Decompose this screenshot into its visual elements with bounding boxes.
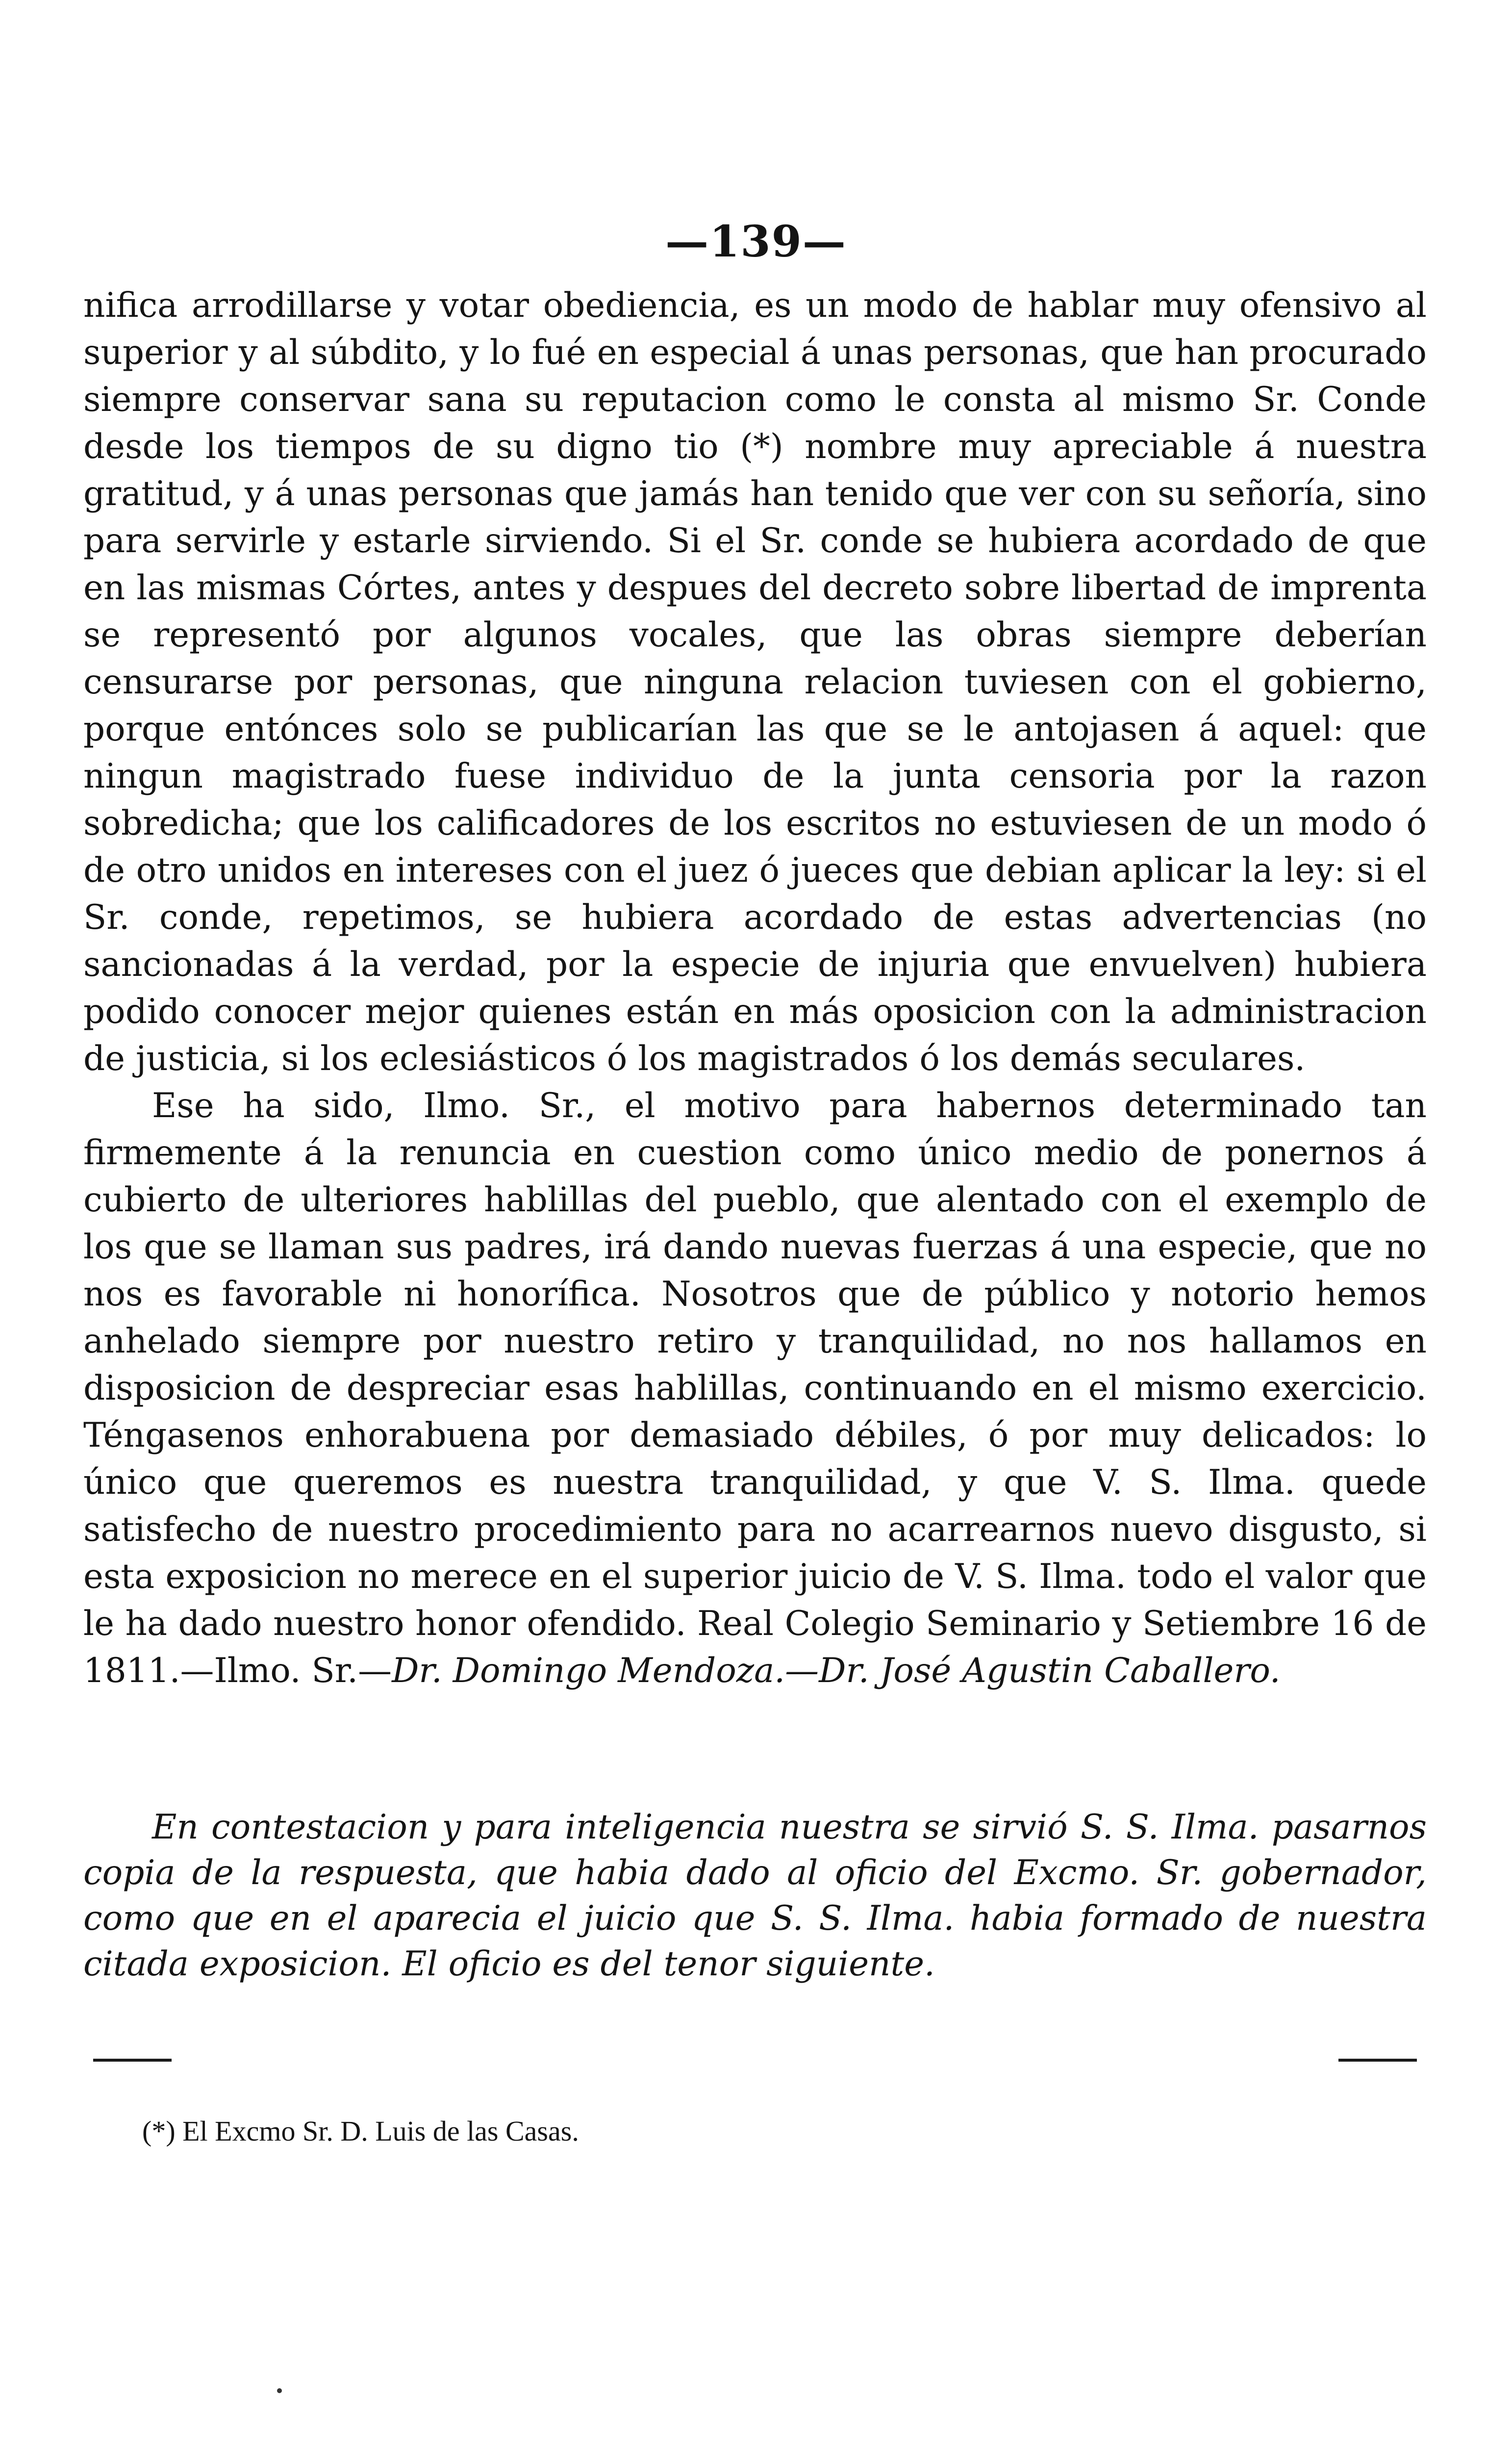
signature: Dr. Domingo Mendoza.—Dr. José Agustin Caballero. xyxy=(392,1651,1281,1690)
body-text xyxy=(83,282,1427,1694)
editorial-note xyxy=(83,1805,1427,1987)
ink-speck xyxy=(277,2388,282,2393)
footnote-rule-left xyxy=(93,2059,172,2062)
editorial-note-text: En contestacion y para inteligencia nuestra se sirvió S. S. Ilma. pasarnos copia de la respuesta, que habia dado al oficio del Excmo. Sr. gobernador, como que en el aparecia el juicio que S. S. Ilma. habia formado de nuestra citada exposicion. El oficio es del tenor siguiente. xyxy=(83,1808,1427,1984)
paragraph-2-text: Ese ha sido, Ilmo. Sr., el motivo para habernos determinado tan firmemente á la renuncia en cuestion como único medio de ponernos á cubierto de ulteriores hablillas del pueblo, que alentado con el exemplo de los que se llaman sus padres, irá dando nuevas fuerzas á una especie, que no nos es favorable ni honorífica. Nosotros que de público y notorio hemos anhelado siempre por nuestro retiro y tranquilidad, no nos hallamos en disposicion de despreciar esas hablillas, continuando en el mismo exercicio. Téngasenos enhorabuena por demasiado débiles, ó por muy delicados: lo único que queremos es nuestra tranquilidad, y que V. S. Ilma. quede satisfecho de nuestro procedimiento para no acarrearnos nuevo disgusto, si esta exposicion no merece en el superior juicio de V. S. Ilma. todo el valor que le ha dado nuestro honor ofendido. Real Colegio Seminario y Setiembre 16 de 1811.—Ilmo. Sr.— xyxy=(83,1086,1427,1690)
footnote-rule-right xyxy=(1338,2059,1417,2062)
paragraph-1: nifica arrodillarse y votar obediencia, es un modo de hablar muy ofensivo al superior y al súbdito, y lo fué en especial á unas personas, que han procurado siempre conservar sana su reputacion como le consta al mismo Sr. Conde desde los tiempos de su digno tio (*) nombre muy apreciable á nuestra gratitud, y á unas personas que jamás han tenido que ver con su señoría, sino para servirle y estarle sirviendo. Si el Sr. conde se hubiera acordado de que en las mismas Córtes, antes y despues del decreto sobre libertad de imprenta se representó por algunos vocales, que las obras siempre deberían censurarse por personas, que ninguna relacion tuviesen con el gobierno, porque entónces solo se publicarían las que se le antojasen á aquel: que ningun magistrado fuese individuo de la junta censoria por la razon sobredicha; que los calificadores de los escritos no estuviesen de un modo ó de otro unidos en intereses con el juez ó jueces que debian aplicar la ley: si el Sr. conde, repetimos, se hubiera acordado de estas advertencias (no sancionadas á la verdad, por la especie de injuria que envuelven) hubiera podido conocer mejor quienes están en más oposicion con la administracion de justicia, si los eclesiásticos ó los magistrados ó los demás seculares. xyxy=(83,286,1427,1078)
paragraph-2 xyxy=(83,1082,1427,1694)
page-number: —139— xyxy=(665,216,847,267)
footnote: (*) El Excmo Sr. D. Luis de las Casas. xyxy=(142,2115,579,2147)
